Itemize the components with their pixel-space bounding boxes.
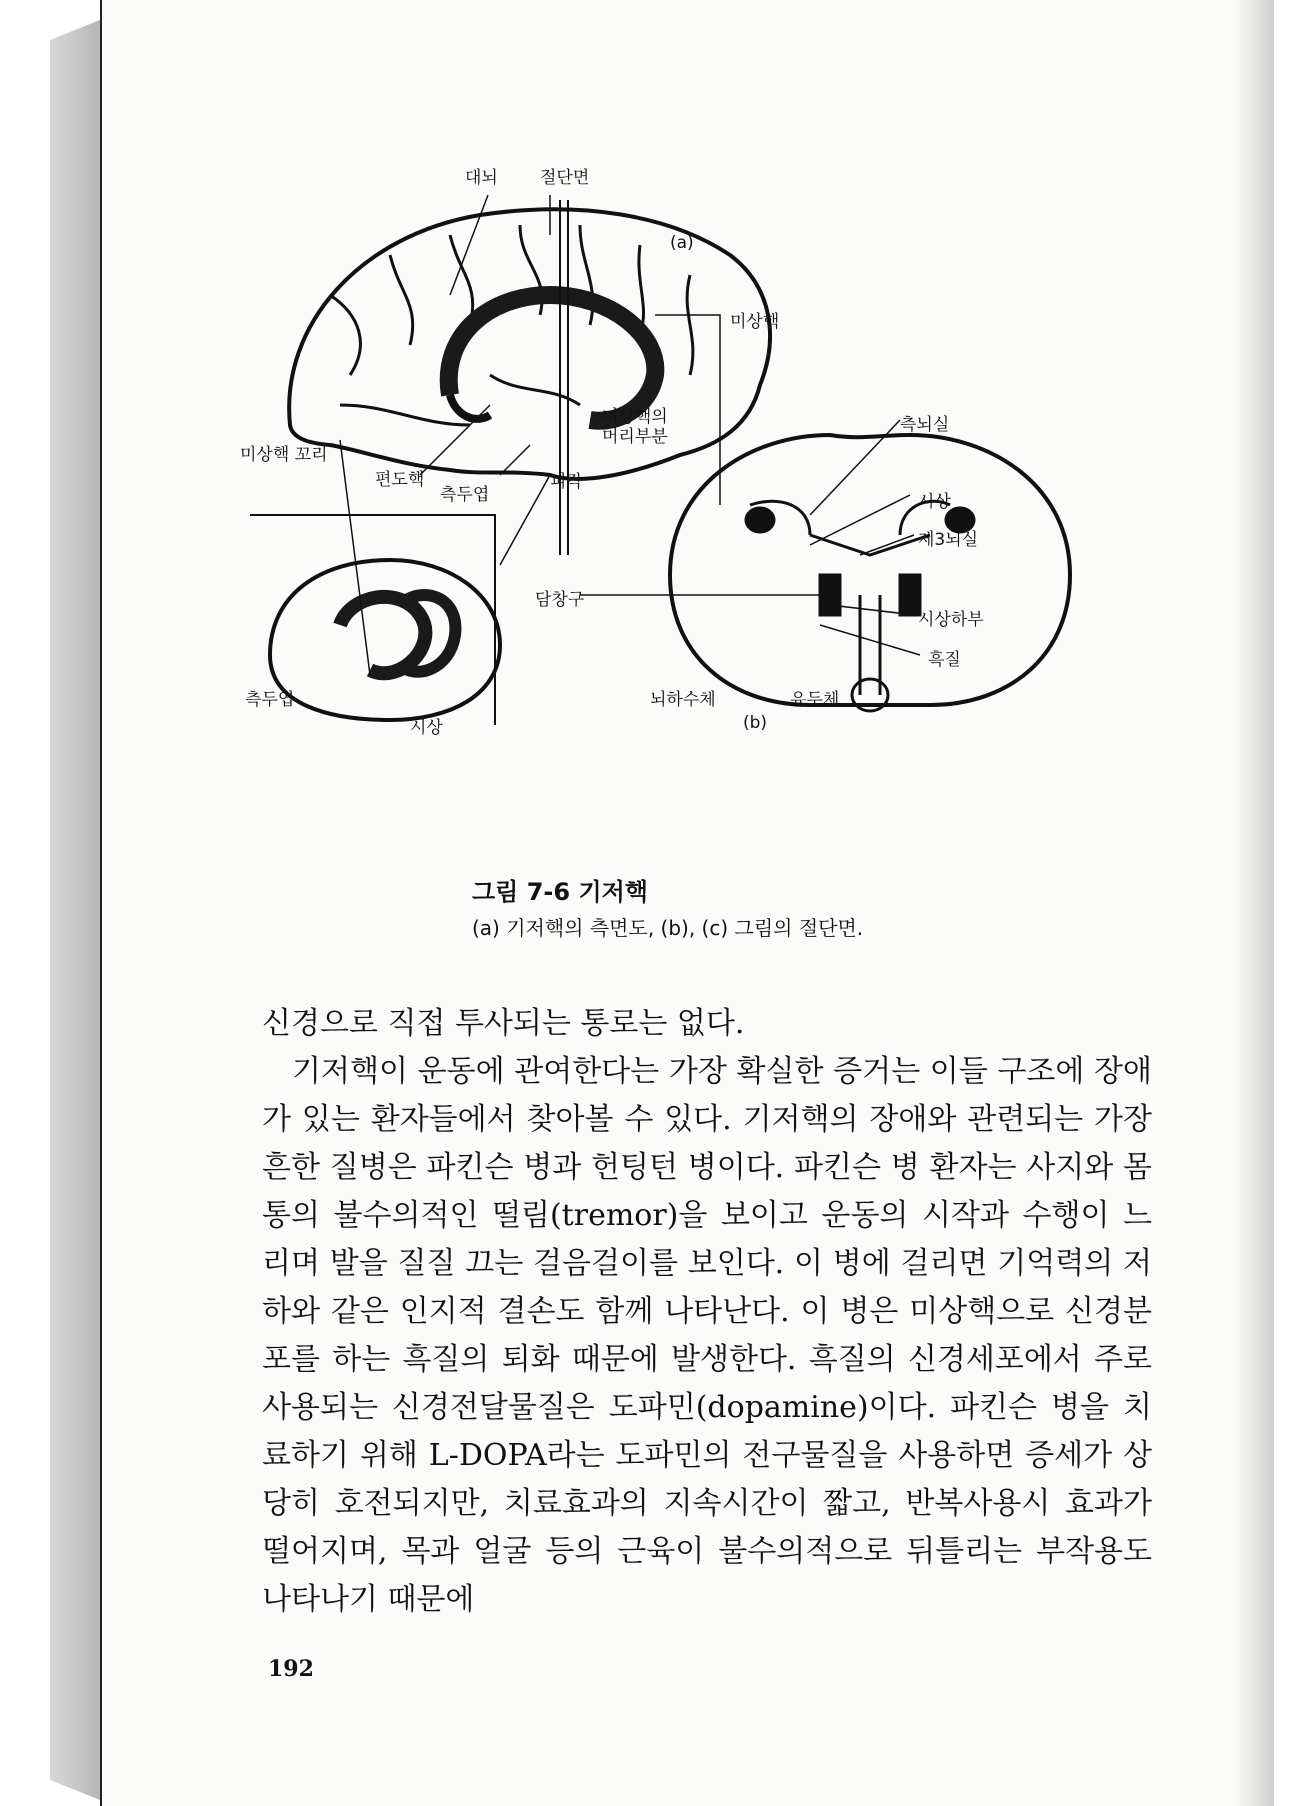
label-thalamus-bottom: 시상	[410, 718, 443, 738]
brain-lateral-view	[289, 200, 770, 555]
label-hypothalamus: 시상하부	[918, 610, 984, 630]
label-caudate-tail: 미상핵 꼬리	[240, 445, 328, 465]
label-thalamus-right: 시상	[918, 492, 951, 512]
label-temporal-lobe-top: 측두엽	[440, 485, 490, 505]
label-putamen: 피각	[550, 472, 583, 492]
label-panel-a: (a)	[670, 233, 694, 253]
label-substantia-nigra: 흑질	[928, 650, 961, 670]
label-temporal-lobe-bottom: 측두엽	[245, 690, 295, 710]
body-text	[262, 1000, 1152, 1624]
page-number: 192	[268, 1656, 314, 1682]
label-caudate: 미상핵	[730, 312, 780, 332]
label-third-ventricle: 제3뇌실	[918, 530, 979, 550]
label-lateral-ventricle: 측뇌실	[900, 415, 950, 435]
label-caudate-head: 미상핵의 머리부분	[602, 407, 668, 447]
book-spine	[50, 20, 100, 1800]
figure-caption-subtitle: (a) 기저핵의 측면도, (b), (c) 그림의 절단면.	[472, 916, 864, 940]
brain-illustration	[250, 175, 1150, 845]
label-cerebrum: 대뇌	[465, 168, 498, 188]
paragraph-1: 신경으로 직접 투사되는 통로는 없다.	[262, 1006, 745, 1041]
basal-ganglia-figure	[240, 168, 1150, 845]
brain-coronal-section	[670, 435, 1070, 711]
label-globus-pallidus: 담창구	[535, 590, 585, 610]
page-edge-shadow	[1234, 0, 1274, 1806]
label-panel-b: (b)	[743, 713, 768, 733]
label-cut-plane: 절단면	[540, 168, 590, 188]
label-amygdala: 편도핵	[375, 470, 425, 490]
label-mammillary: 유두체	[790, 690, 840, 710]
paragraph-2: 기저핵이 운동에 관여한다는 가장 확실한 증거는 이들 구조에 장애가 있는 환자들에서 찾아볼 수 있다. 기저핵의 장애와 관련되는 가장 흔한 질병은 파킨슨 병과 헌팅턴 병이다. 파킨슨 병 환자는 사지와 몸통의 불수의적인 떨림(tremor)을 보이고 운동의 시작과 수행이 느리며 발을 질질 끄는 걸음걸이를 보인다. 이 병에 걸리면 기억력의 저하와 같은 인지적 결손도 함께 나타난다. 이 병은 미상핵으로 신경분포를 하는 흑질의 퇴화 때문에 발생한다. 흑질의 신경세포에서 주로 사용되는 신경전달물질은 도파민(dopamine)이다. 파킨슨 병을 치료하기 위해 L-DOPA라는 도파민의 전구물질을 사용하면 증세가 상당히 호전되지만, 치료효과의 지속시간이 짧고, 반복사용시 효과가 떨어지며, 목과 얼굴 등의 근육이 불수의적으로 뒤틀리는 부작용도 나타나기 때문에	[262, 1054, 1152, 1617]
figure-caption-title: 그림 7-6 기저핵	[472, 878, 648, 906]
label-pituitary: 뇌하수체	[650, 690, 716, 710]
